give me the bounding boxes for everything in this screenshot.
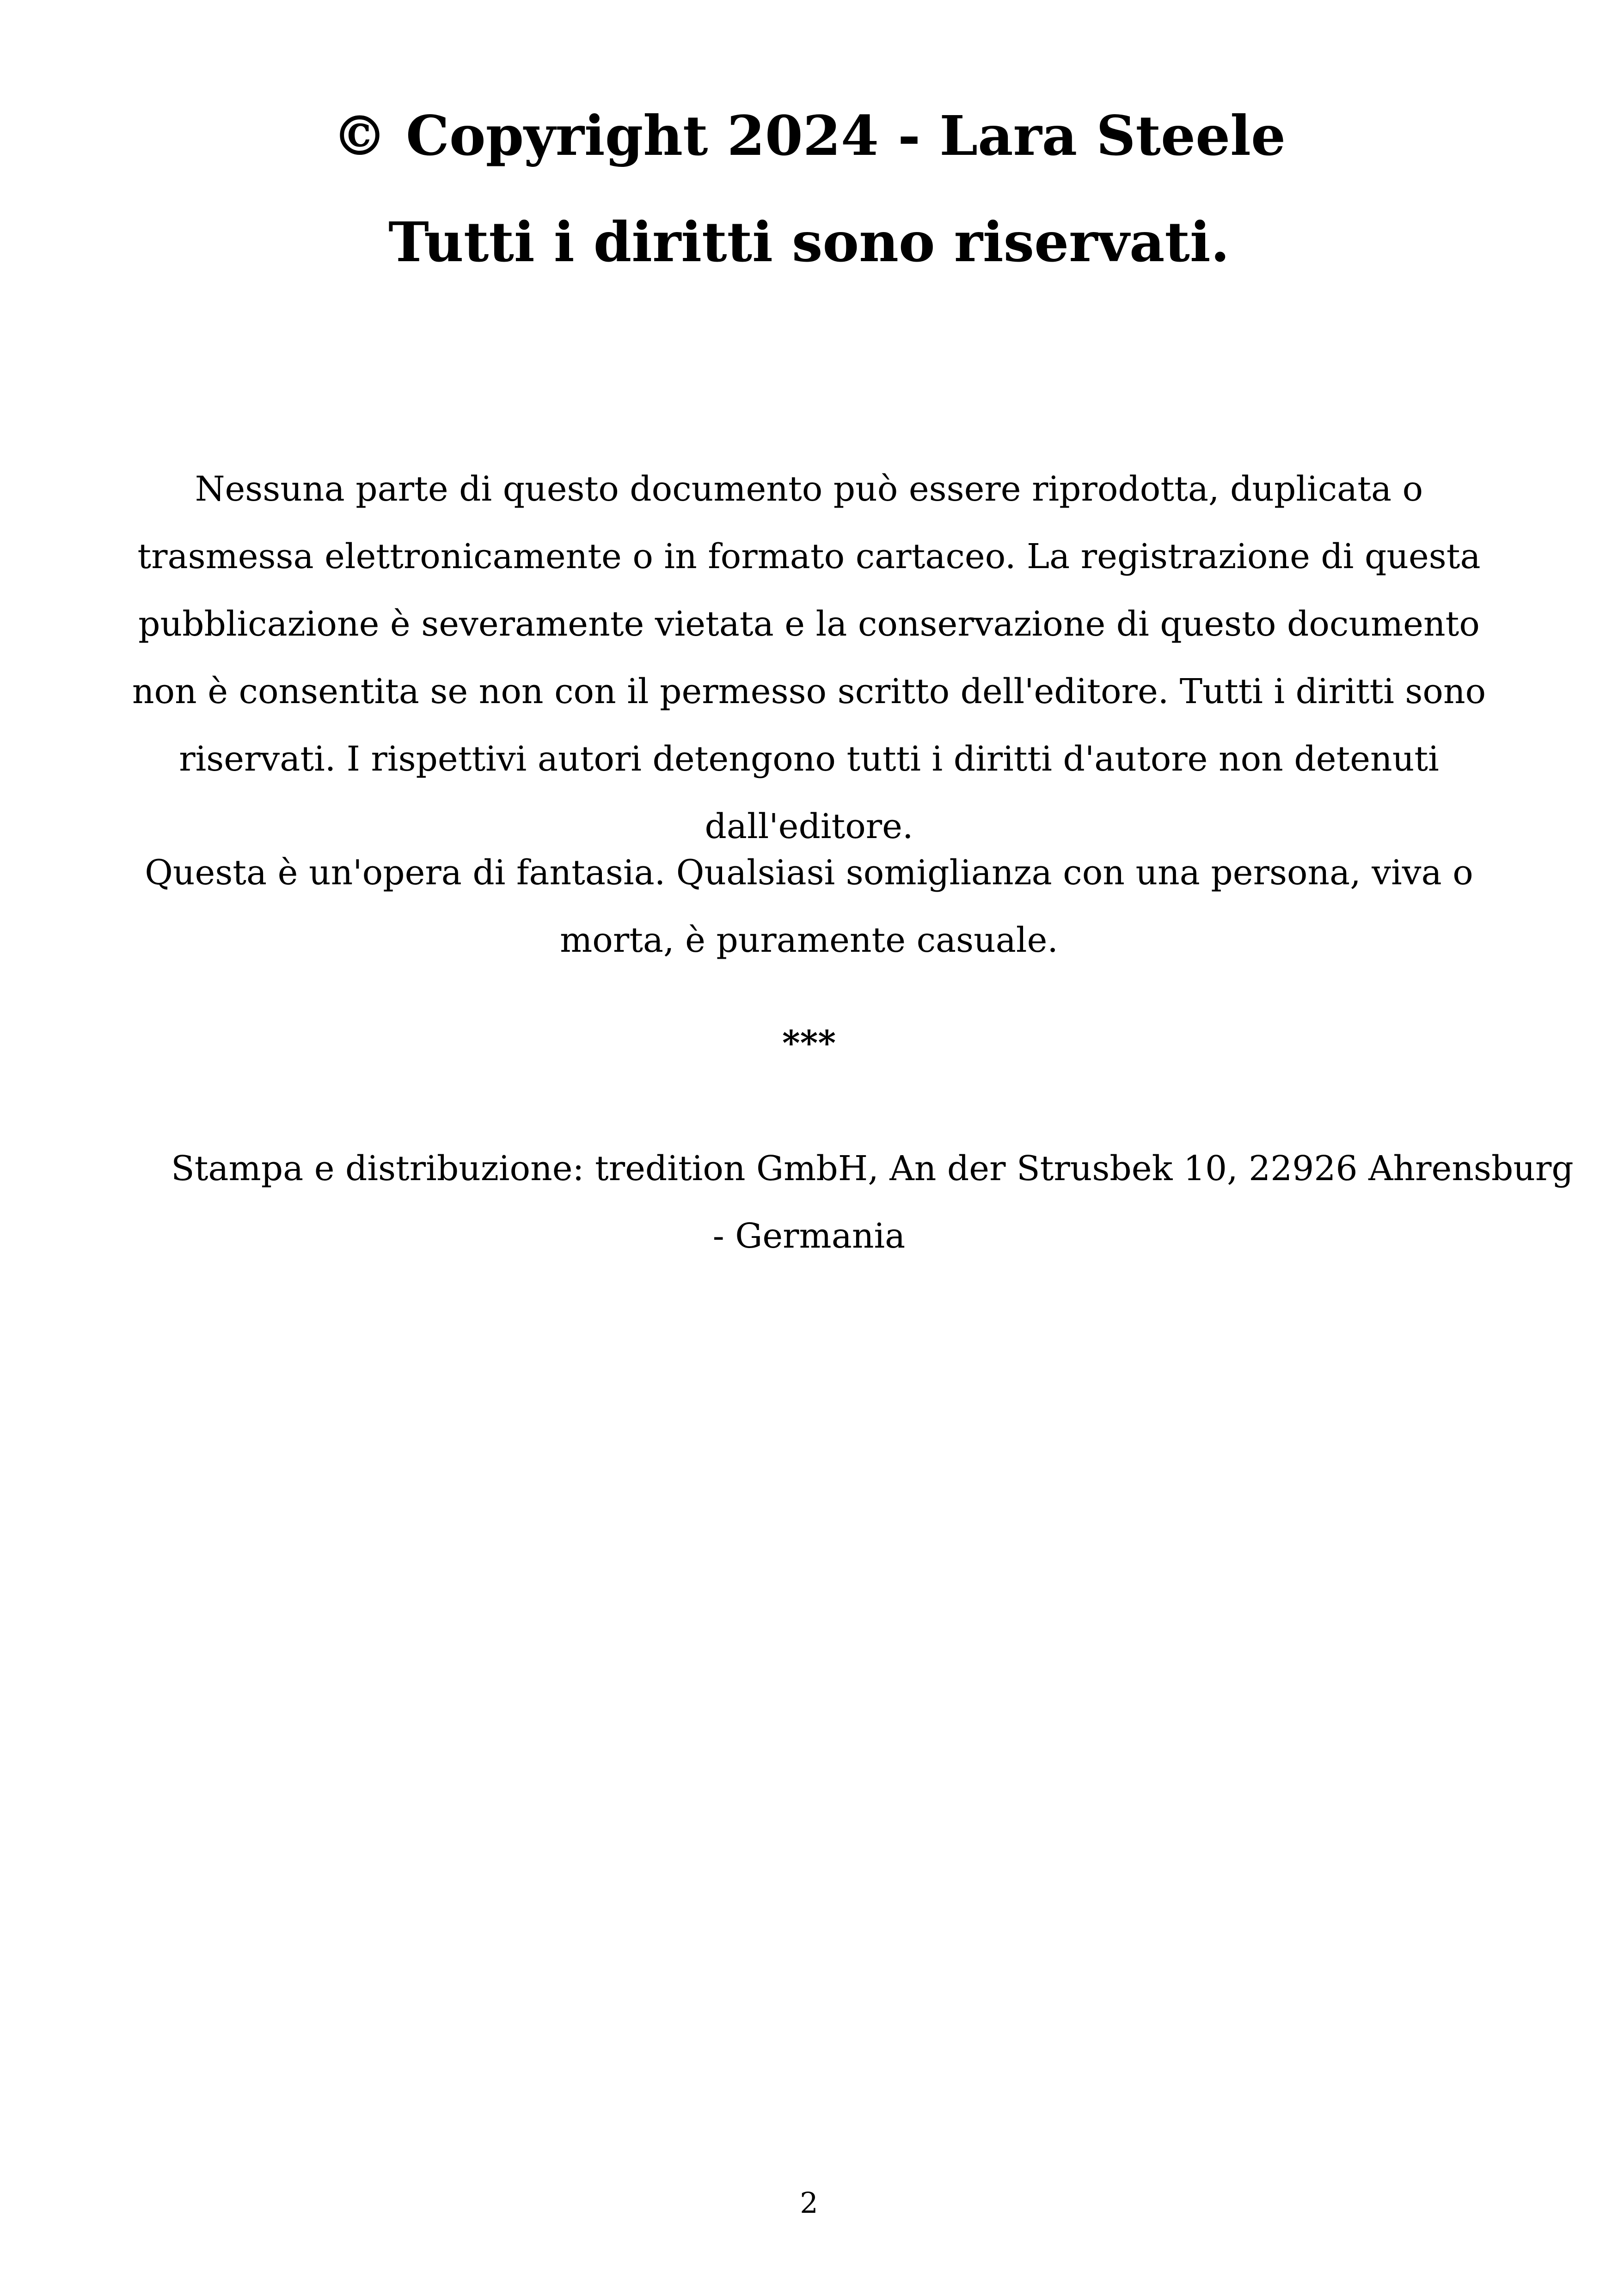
imprint-line-1: Stampa e distribuzione: tredition GmbH, An der Strusbek 10, 22926 Ahrensburg xyxy=(171,1149,1574,1188)
fiction-disclaimer-paragraph: Questa è un'opera di fantasia. Qualsiasi somiglianza con una persona, viva o morta, è puramente casuale. xyxy=(145,853,1473,960)
imprint-line-2: - Germania xyxy=(712,1216,906,1256)
page-number: 2 xyxy=(800,2186,818,2220)
copyright-heading: © Copyright 2024 - Lara Steele xyxy=(332,104,1286,168)
printer-imprint xyxy=(116,1135,1574,1270)
legal-notice-paragraph: Nessuna parte di questo documento può essere riprodotta, duplicata o trasmessa elettronicamente o in formato cartaceo. La registrazione di questa pubblicazione è severamente vietata e la conservazione di questo documento non è consentita se non con il permesso scritto dell'editore. Tutti i diritti sono riservati. I rispettivi autori detengono tutti i diritti d'autore non detenuti dall'editore. xyxy=(132,469,1486,846)
section-separator: *** xyxy=(782,1023,836,1063)
rights-reserved-heading: Tutti i diritti sono riservati. xyxy=(388,210,1230,274)
